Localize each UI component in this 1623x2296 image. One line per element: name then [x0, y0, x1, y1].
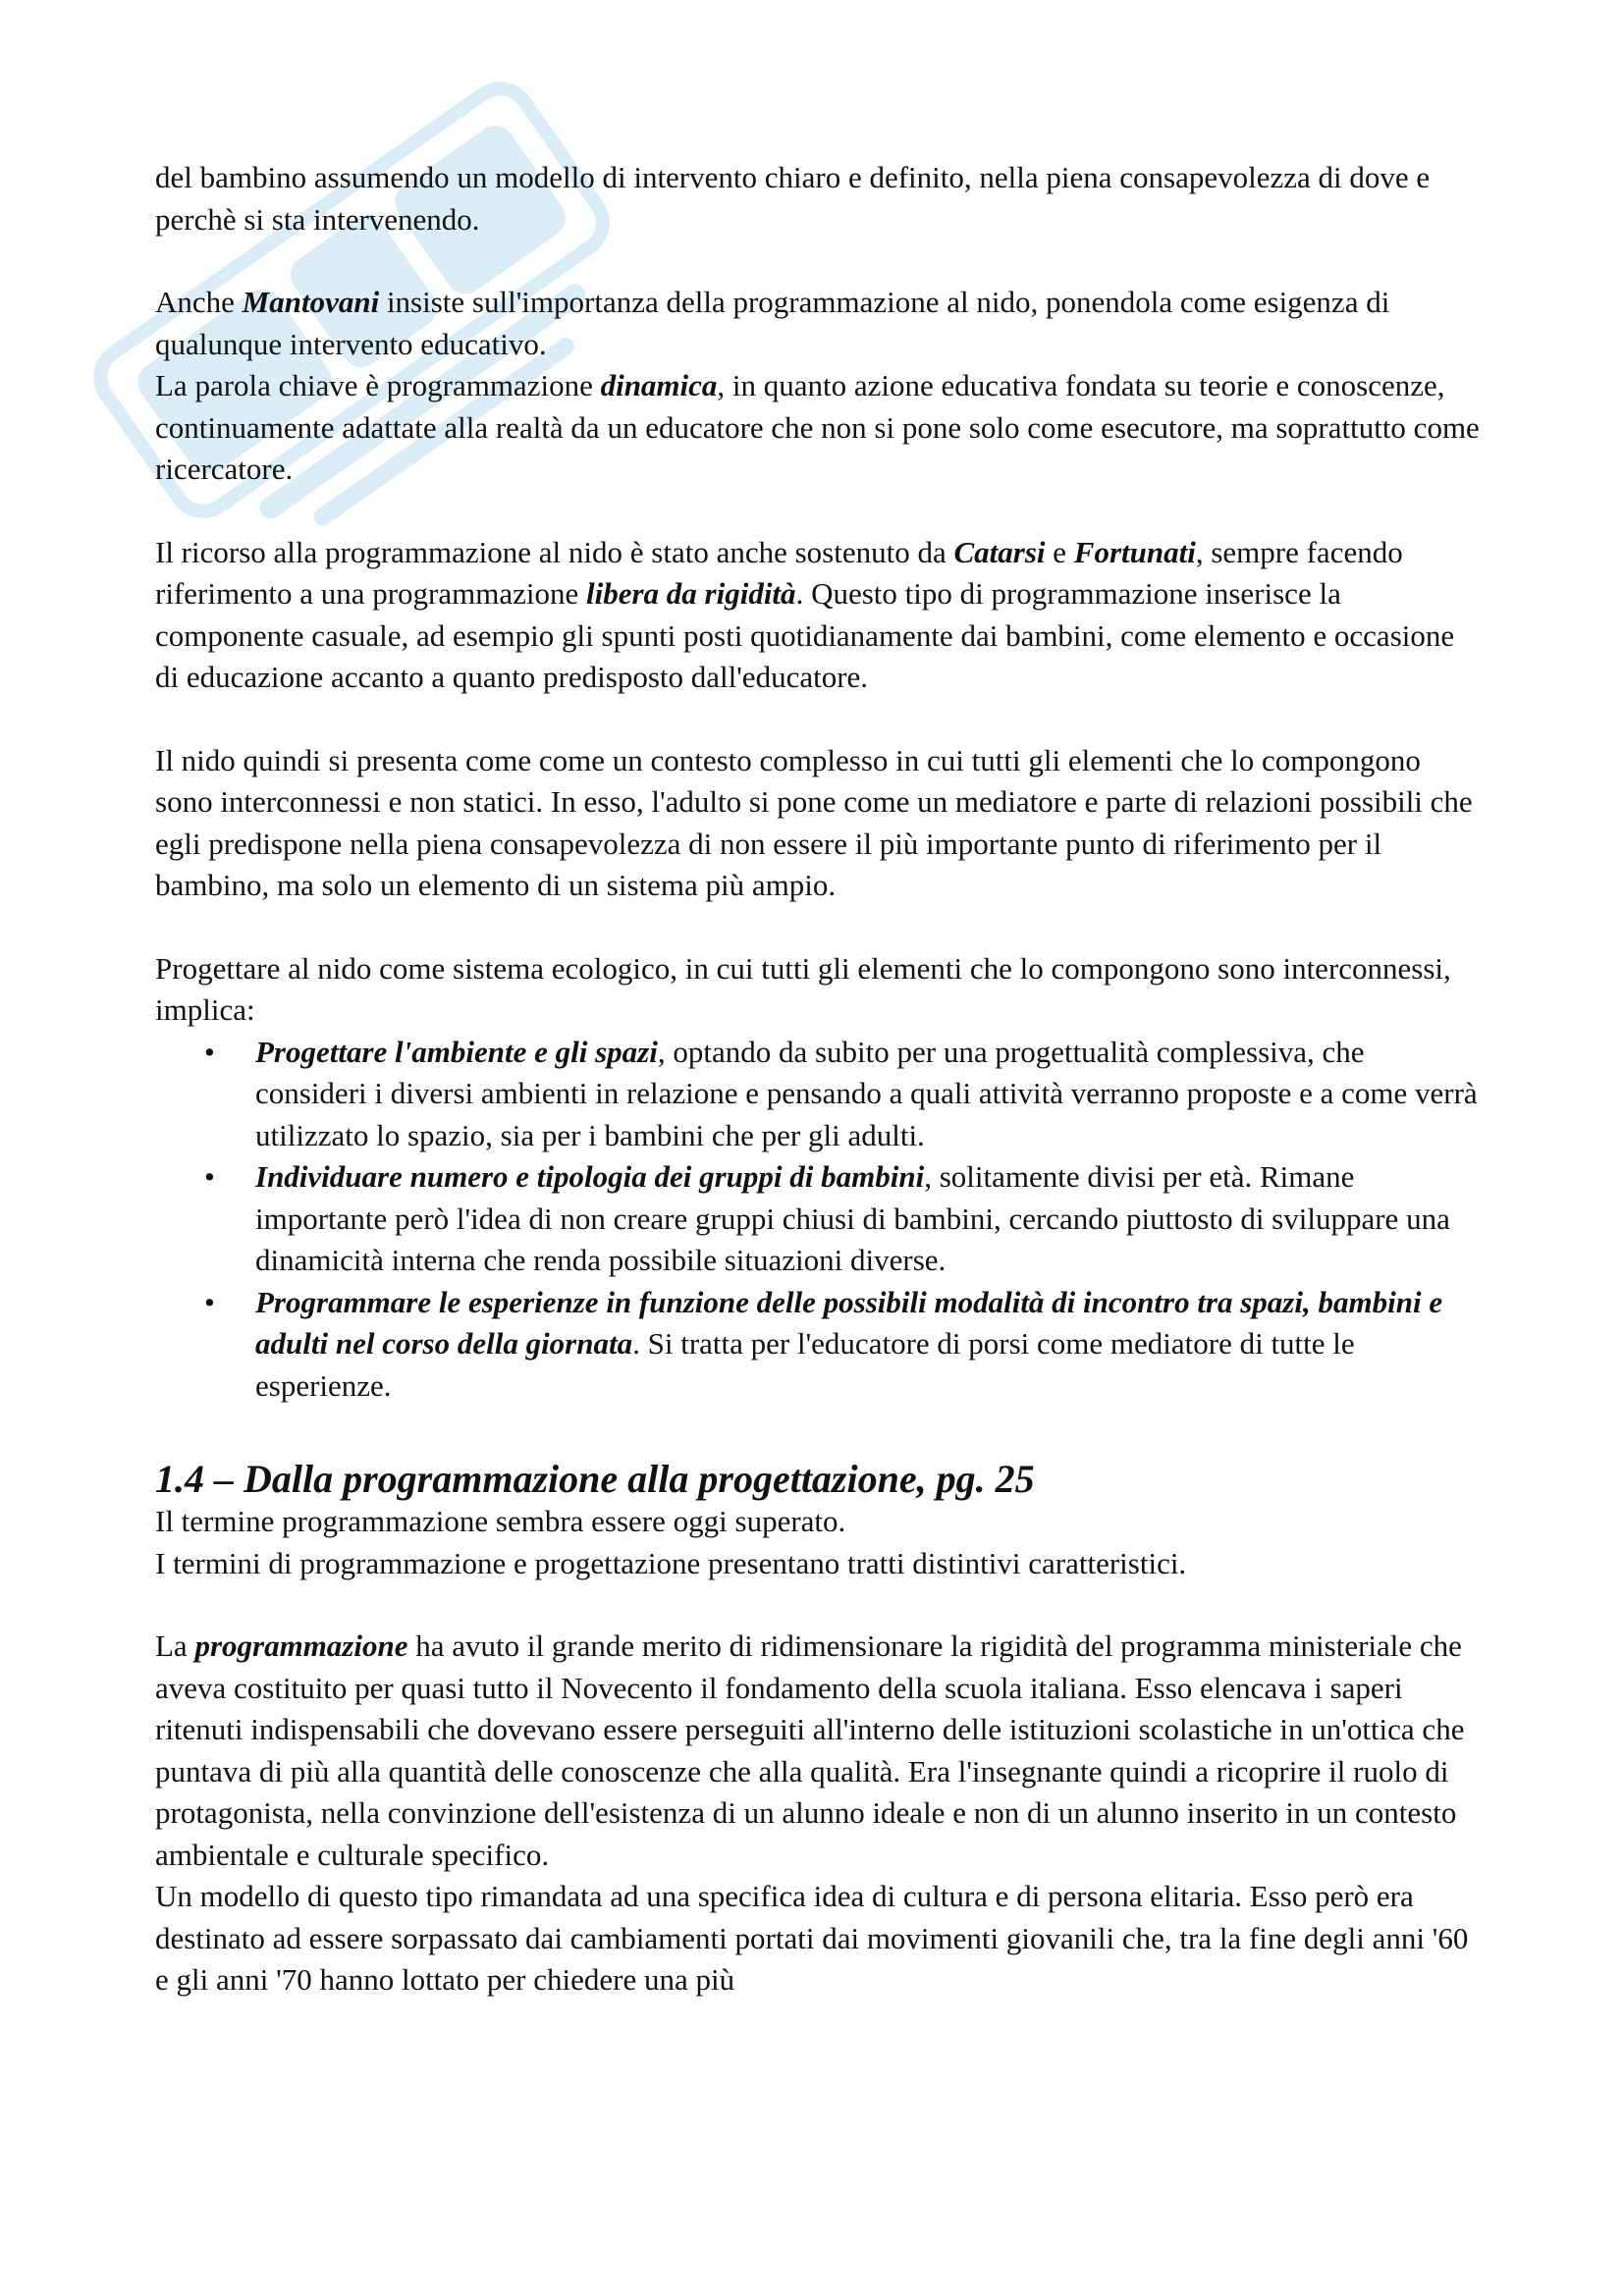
list-item: • Individuare numero e tipologia dei gruppi di bambini, solitamente divisi per età. Rimane importante però l'idea di non creare gruppi chiusi di bambini, cercando piuttosto di sviluppare una dinamicità interna che renda possibile situazioni diverse.: [155, 1156, 1481, 1282]
paragraph-progettare: Progettare al nido come sistema ecologico, in cui tutti gli elementi che lo compongono sono interconnessi, implica:: [155, 950, 1451, 1027]
paragraph-nido: Il nido quindi si presenta come come un contesto complesso in cui tutti gli elementi che lo compongono sono interconnessi e non statici. In esso, l'adulto si pone come un mediatore e parte di relazioni possibili che egli predispone nella piena consapevolezza di non essere il più importante punto di riferimento per il bambino, ma solo un elemento di un sistema più ampio.: [155, 742, 1473, 902]
emphasis-mantovani: Mantovani: [242, 285, 380, 319]
paragraph-dinamica: La parola chiave è programmazione dinamica, in quanto azione educativa fondata su teorie e conoscenze, continuamente adattate alla realtà da un educatore che non si pone solo come esecutore, ma soprattutto come ricercatore.: [155, 368, 1480, 486]
paragraph-intro: del bambino assumendo un modello di intervento chiaro e definito, nella piena consapevolezza di dove e perchè si sta intervenendo.: [155, 160, 1431, 237]
emphasis-programmazione: programmazione: [194, 1629, 408, 1663]
paragraph-modello: Un modello di questo tipo rimandata ad una specifica idea di cultura e di persona elitaria. Esso però era destinato ad essere sorpassato dai cambiamenti portati dai movimenti giovanili che, tra la fine degli anni '60 e gli anni '70 hanno lottato per chiedere una più: [155, 1879, 1469, 1997]
emphasis-catarsi: Catarsi: [953, 534, 1046, 569]
bullet-icon: •: [204, 1034, 215, 1069]
paragraph-programmazione: La programmazione ha avuto il grande merito di ridimensionare la rigidità del programma ministeriale che aveva costituito per quasi tutto il Novecento il fondamento della scuola italiana. Esso elencava i saperi ritenuti indispensabili che dovevano essere perseguiti all'interno delle istituzioni scolastiche in un'ottica che puntava di più alla quantità delle conoscenze che alla qualità. Era l'insegnante quindi a ricoprire il ruolo di protagonista, nella convinzione dell'esistenza di un alunno ideale e non di un alunno inserito in un contesto ambientale e culturale specifico.: [155, 1629, 1465, 1872]
paragraph-termini: I termini di programmazione e progettazione presentano tratti distintivi caratteristici.: [155, 1545, 1187, 1580]
bullet-icon: •: [204, 1284, 215, 1319]
list-item: • Programmare le esperienze in funzione delle possibili modalità di incontro tra spazi, bambini e adulti nel corso della giornata. Si tratta per l'educatore di porsi come mediatore di tutte le esperienze.: [155, 1282, 1481, 1408]
document-page: [155, 157, 1481, 2002]
emphasis-dinamica: dinamica: [600, 368, 718, 402]
bullet-list: [155, 1032, 1481, 1408]
bullet-icon: •: [204, 1159, 215, 1194]
section-heading: 1.4 – Dalla programmazione alla progettazione, pg. 25: [155, 1457, 1035, 1501]
paragraph-catarsi: Il ricorso alla programmazione al nido è stato anche sostenuto da Catarsi e Fortunati, sempre facendo riferimento a una programmazione libera da rigidità. Questo tipo di programmazione inserisce la componente casuale, ad esempio gli spunti posti quotidianamente dai bambini, come elemento e occasione di educazione accanto a quanto predisposto dall'educatore.: [155, 534, 1455, 694]
emphasis-rigidita: libera da rigidità: [585, 576, 796, 611]
paragraph-superato: Il termine programmazione sembra essere oggi superato.: [155, 1504, 846, 1538]
list-item: • Progettare l'ambiente e gli spazi, optando da subito per una progettualità complessiva, che consideri i diversi ambienti in relazione e pensando a quali attività verranno proposte e a come verrà utilizzato lo spazio, sia per i bambini che per gli adulti.: [155, 1032, 1481, 1157]
emphasis-fortunati: Fortunati: [1073, 534, 1196, 569]
paragraph-mantovani: Anche Mantovani insiste sull'importanza della programmazione al nido, ponendola come esigenza di qualunque intervento educativo.: [155, 285, 1390, 361]
